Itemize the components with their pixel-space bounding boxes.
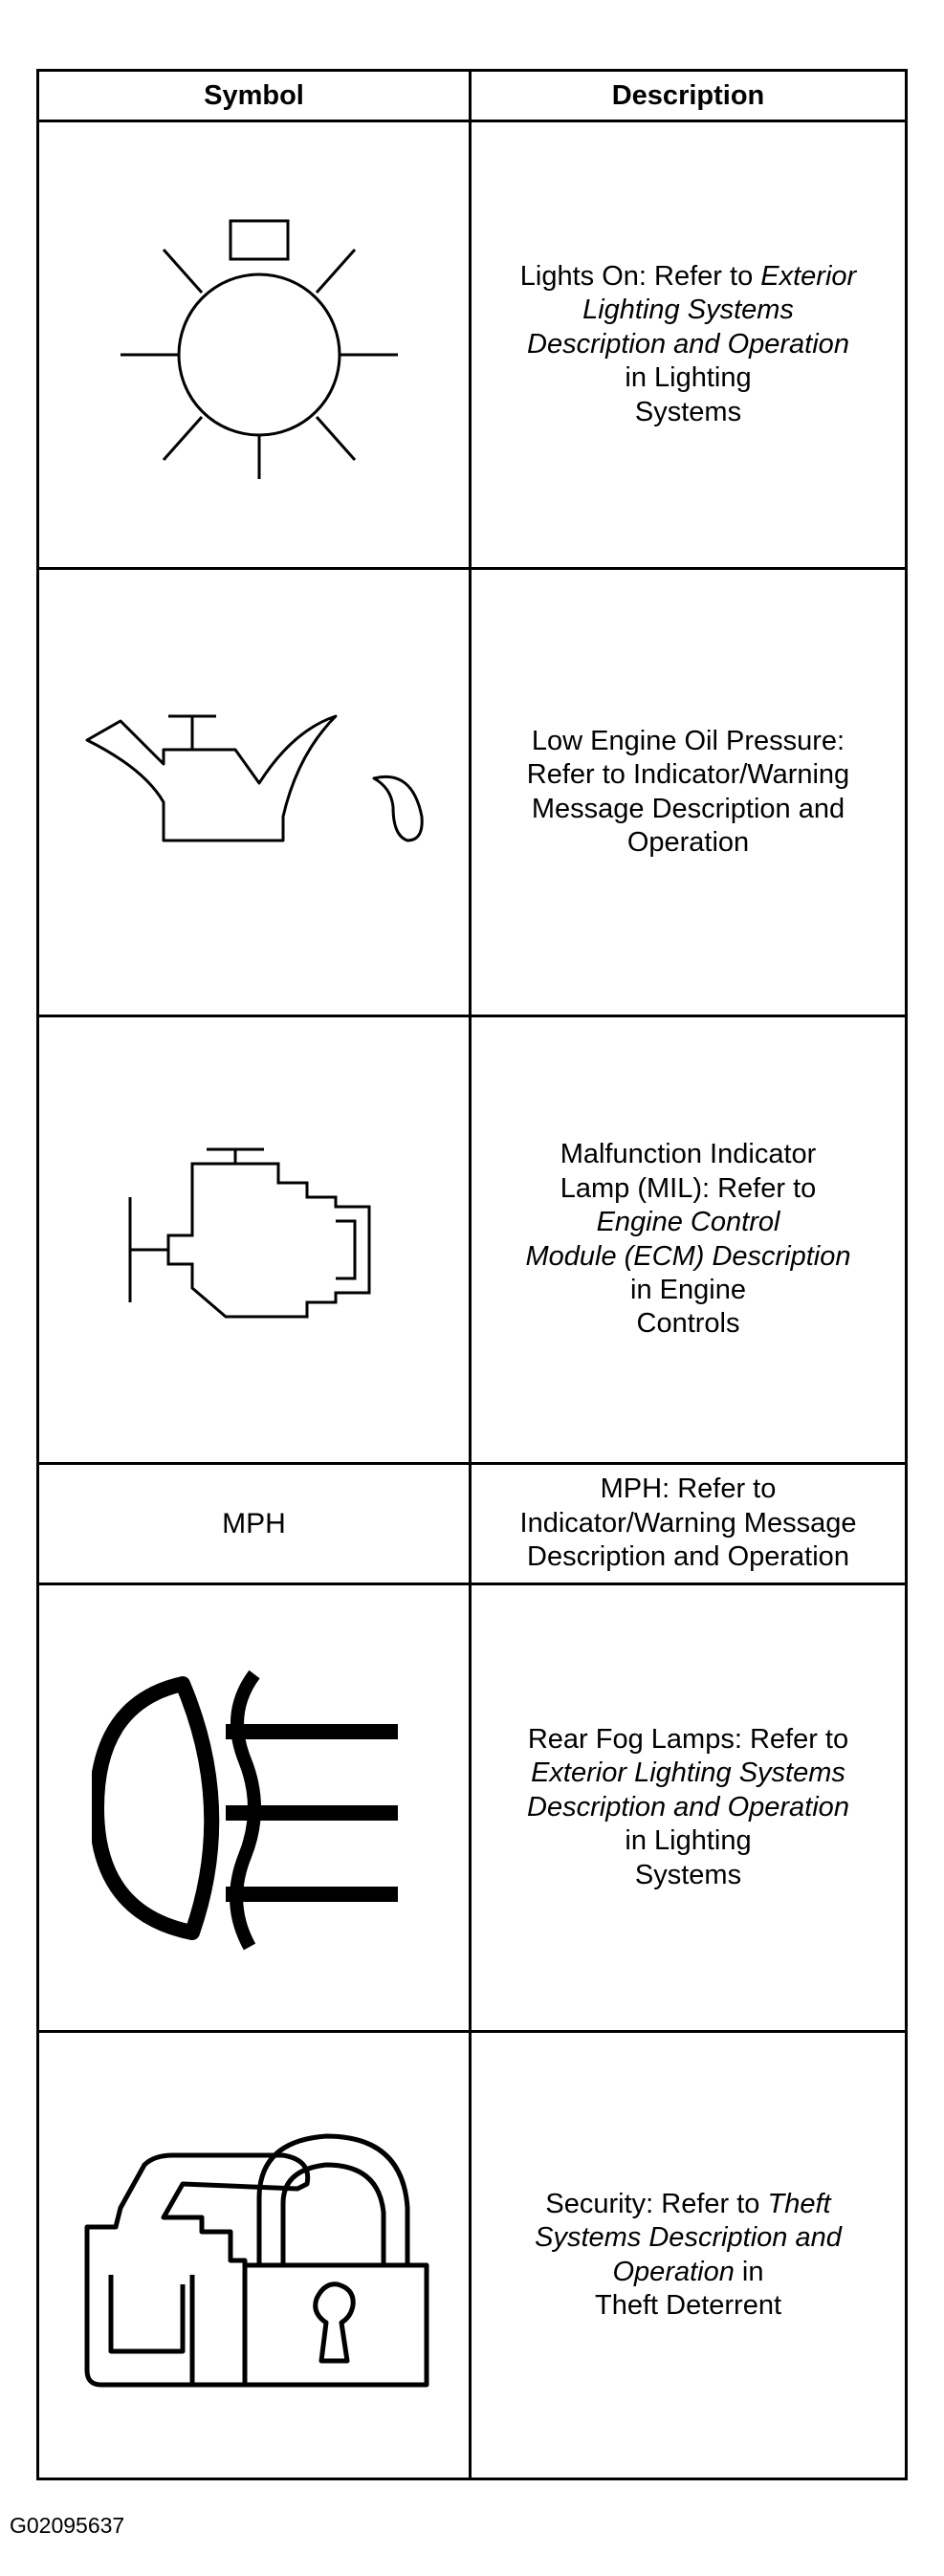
table-row bbox=[38, 2032, 907, 2479]
desc-italic: Systems Description and bbox=[535, 2222, 842, 2254]
table-row bbox=[38, 121, 907, 569]
desc-text: Lights On: Refer to bbox=[519, 261, 754, 293]
symbol-cell bbox=[38, 1464, 471, 1584]
symbol-cell bbox=[38, 2032, 471, 2479]
rear-fog-lamp-icon bbox=[92, 1665, 417, 1952]
security-lock-icon bbox=[77, 2122, 431, 2390]
description-cell bbox=[471, 1584, 907, 2032]
desc-text: Lamp (MIL): Refer to bbox=[560, 1172, 817, 1204]
mph-symbol-text: MPH bbox=[222, 1507, 286, 1539]
desc-text: Indicator/Warning Message bbox=[519, 1507, 857, 1539]
desc-italic: Operation bbox=[612, 2256, 735, 2287]
desc-text: Message Description and bbox=[531, 793, 845, 824]
desc-text: Controls bbox=[636, 1308, 740, 1340]
desc-text: MPH: Refer to bbox=[600, 1474, 777, 1505]
desc-italic: Module (ECM) Description bbox=[525, 1240, 851, 1272]
table-row bbox=[38, 1584, 907, 2032]
desc-text: in Lighting bbox=[625, 1825, 752, 1857]
description-cell bbox=[471, 1016, 907, 1464]
desc-italic: Exterior bbox=[760, 261, 857, 293]
lights-on-icon bbox=[111, 202, 398, 489]
header-description: Description bbox=[471, 71, 907, 121]
desc-italic: Description and Operation bbox=[527, 328, 849, 360]
symbol-table bbox=[36, 69, 908, 2480]
desc-text: Malfunction Indicator bbox=[560, 1139, 817, 1170]
symbol-cell bbox=[38, 121, 471, 569]
desc-text: in Engine bbox=[630, 1274, 746, 1305]
desc-italic: Lighting Systems bbox=[582, 295, 794, 326]
description-cell bbox=[471, 569, 907, 1016]
desc-italic: Engine Control bbox=[596, 1207, 780, 1238]
symbol-cell bbox=[38, 1584, 471, 2032]
description-cell bbox=[471, 121, 907, 569]
desc-text: Security: Refer to bbox=[545, 2188, 760, 2219]
desc-text: Operation bbox=[626, 826, 750, 858]
desc-text: Theft Deterrent bbox=[594, 2289, 782, 2321]
table-row bbox=[38, 1016, 907, 1464]
symbol-cell bbox=[38, 569, 471, 1016]
description-cell bbox=[471, 2032, 907, 2479]
figure-id: G02095637 bbox=[10, 2513, 125, 2538]
symbol-cell bbox=[38, 1016, 471, 1464]
desc-text: Low Engine Oil Pressure: bbox=[531, 725, 845, 756]
desc-italic: Description and Operation bbox=[527, 1791, 849, 1823]
desc-text: Systems bbox=[634, 1859, 742, 1890]
oil-can-icon bbox=[68, 711, 441, 874]
desc-text: Description and Operation bbox=[527, 1541, 849, 1573]
desc-text: Rear Fog Lamps: Refer to bbox=[527, 1724, 849, 1756]
desc-italic: Exterior Lighting Systems bbox=[531, 1757, 845, 1789]
desc-text: Systems bbox=[634, 396, 742, 427]
header-symbol: Symbol bbox=[38, 71, 471, 121]
table-row bbox=[38, 1464, 907, 1584]
desc-text: in Lighting bbox=[625, 362, 752, 394]
desc-text: Refer to Indicator/Warning bbox=[526, 759, 850, 791]
table-header-row bbox=[38, 71, 907, 121]
engine-icon bbox=[111, 1145, 398, 1336]
description-cell bbox=[471, 1464, 907, 1584]
desc-italic: Theft bbox=[767, 2188, 831, 2219]
table-row bbox=[38, 569, 907, 1016]
desc-text: in bbox=[741, 2256, 764, 2287]
